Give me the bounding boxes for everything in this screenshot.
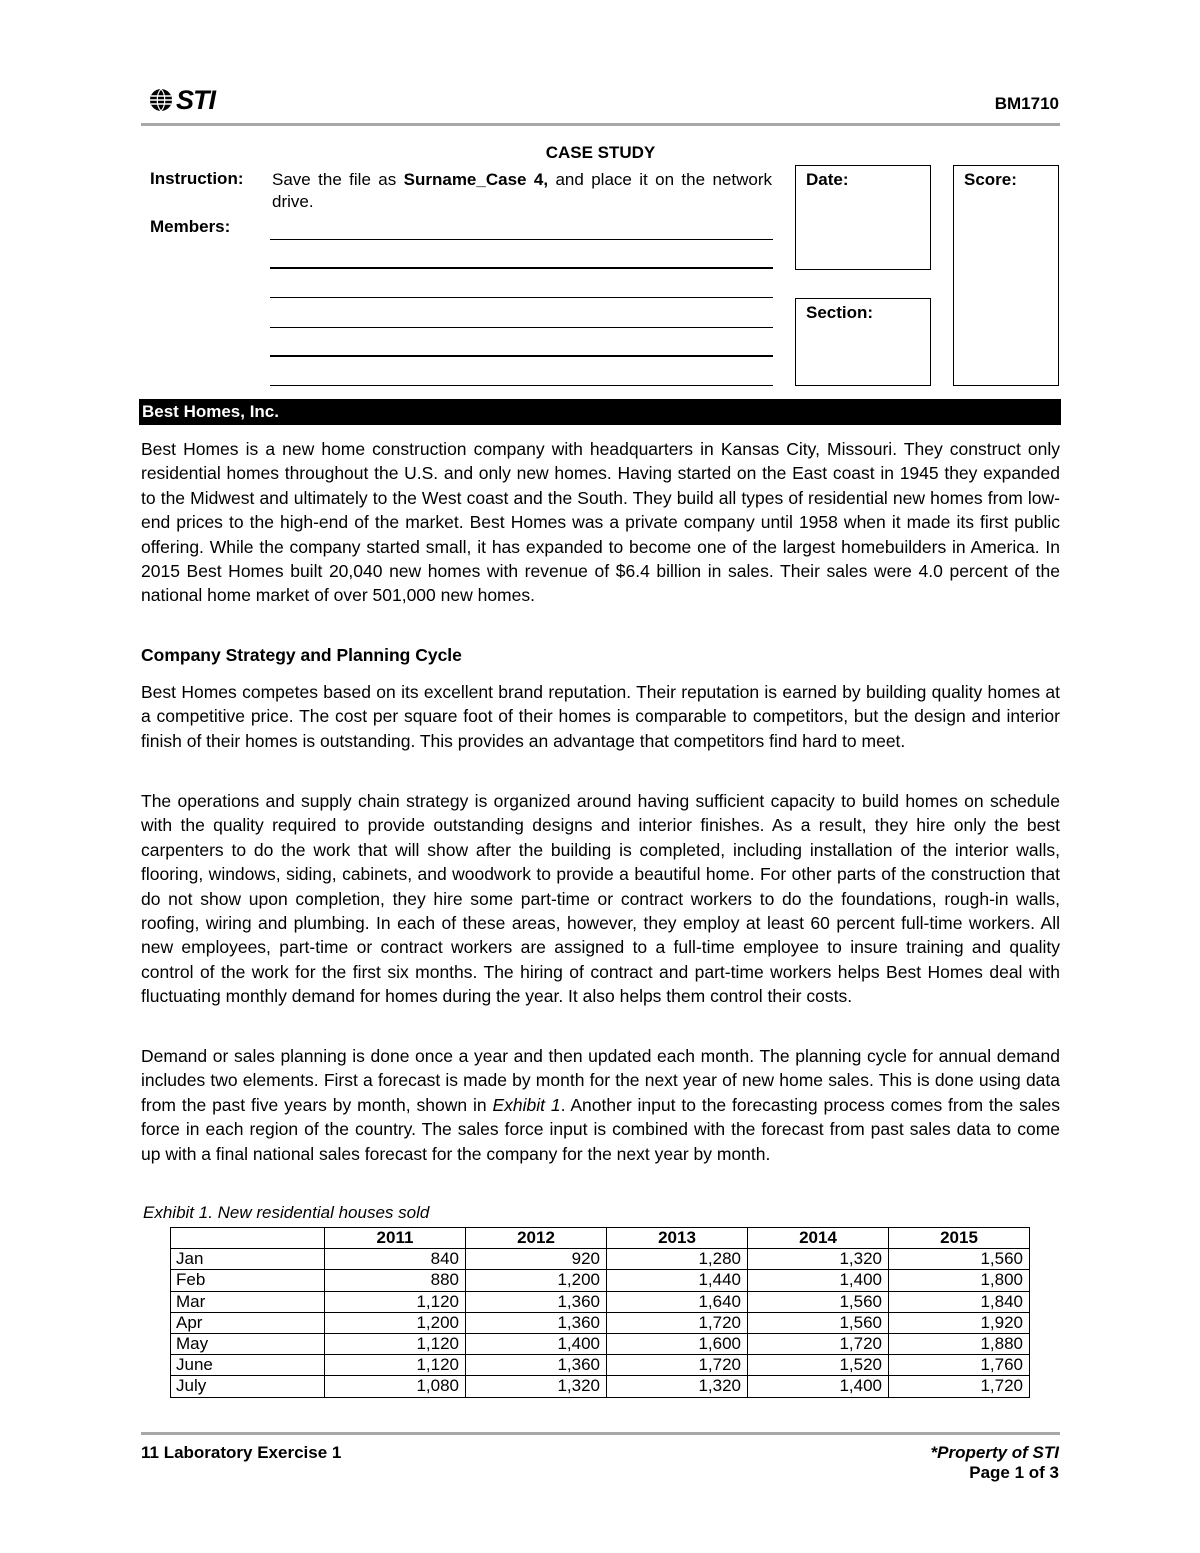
section-box[interactable]: [795, 298, 931, 386]
sti-logo: [148, 86, 215, 114]
table-row: [171, 1291, 1030, 1312]
date-label: Date:: [806, 170, 849, 189]
table-cell-month: Mar: [171, 1291, 325, 1312]
logo-text: STI: [176, 85, 216, 115]
paragraph-planning: [141, 1044, 1060, 1166]
table-header-row: [171, 1228, 1030, 1249]
table-cell: 1,400: [748, 1376, 889, 1397]
table-cell: 1,320: [607, 1376, 748, 1397]
table-cell: 1,200: [325, 1312, 466, 1333]
table-cell: 1,400: [748, 1270, 889, 1291]
table-cell: 1,760: [889, 1355, 1030, 1376]
column-header: 2013: [607, 1228, 748, 1249]
page-number: Page 1 of 3: [969, 1463, 1059, 1482]
table-cell: 1,360: [466, 1291, 607, 1312]
table-cell-month: Apr: [171, 1312, 325, 1333]
table-cell: 1,720: [607, 1312, 748, 1333]
column-header: 2011: [325, 1228, 466, 1249]
table-cell: 1,920: [889, 1312, 1030, 1333]
table-cell: 1,360: [466, 1355, 607, 1376]
subheading-strategy: Company Strategy and Planning Cycle: [141, 645, 462, 665]
table-cell: 880: [325, 1270, 466, 1291]
table-cell: 1,200: [466, 1270, 607, 1291]
table-cell: 1,800: [889, 1270, 1030, 1291]
table-cell-month: May: [171, 1333, 325, 1354]
table-cell: 1,840: [889, 1291, 1030, 1312]
table-cell: 1,400: [466, 1333, 607, 1354]
table-row: [171, 1355, 1030, 1376]
table-cell: 1,280: [607, 1249, 748, 1270]
table-cell: 840: [325, 1249, 466, 1270]
member-line-3[interactable]: [270, 297, 773, 298]
table-row: [171, 1376, 1030, 1397]
table-cell: 920: [466, 1249, 607, 1270]
table-cell: 1,120: [325, 1355, 466, 1376]
member-line-5[interactable]: [270, 355, 773, 357]
table-row: [171, 1249, 1030, 1270]
table-cell: 1,320: [466, 1376, 607, 1397]
paragraph-operations: The operations and supply chain strategy is organized around having sufficient capacity to build homes on schedule with the quality required to provide outstanding designs and interior finishes. As a result, they hire only the best carpenters to do the work that will show after the building is completed, including installation of the interior walls, flooring, windows, siding, cabinets, and woodwork to provide a beautiful home. For other parts of the construction that do not show upon completion, they hire some part-time or contract workers to do the foundations, rough-in walls, roofing, wiring and plumbing. In each of these areas, however, they employ at least 60 percent full-time workers. All new employees, part-time or contract workers are assigned to a full-time employee to insure training and quality control of the work for the first six months. The hiring of contract and part-time workers helps Best Homes deal with fluctuating monthly demand for homes during the year. It also helps them control their costs.: [141, 791, 1060, 1007]
score-box[interactable]: [953, 165, 1059, 386]
instruction-filename: Surname_Case 4,: [403, 170, 549, 189]
property-notice: *Property of STI: [930, 1443, 1059, 1462]
member-line-4[interactable]: [270, 327, 773, 328]
instruction-text-pre: Save the file as: [272, 170, 404, 189]
table-cell: 1,080: [325, 1376, 466, 1397]
document-code: BM1710: [994, 94, 1059, 113]
table-cell-month: Jan: [171, 1249, 325, 1270]
case-study-title: CASE STUDY: [545, 143, 656, 162]
date-box[interactable]: [795, 165, 931, 270]
column-header: 2015: [889, 1228, 1030, 1249]
column-header: 2012: [466, 1228, 607, 1249]
table-cell: 1,120: [325, 1333, 466, 1354]
section-label: Section:: [806, 303, 874, 322]
table-cell: 1,720: [607, 1355, 748, 1376]
column-header: [171, 1228, 325, 1249]
exhibit-table: [170, 1227, 1030, 1398]
instruction-text: [272, 169, 772, 213]
table-cell: 1,880: [889, 1333, 1030, 1354]
table-cell: 1,360: [466, 1312, 607, 1333]
table-row: [171, 1333, 1030, 1354]
members-label: Members:: [150, 217, 231, 236]
header-divider: [141, 123, 1060, 126]
score-label: Score:: [964, 170, 1017, 189]
table-cell: 1,560: [748, 1312, 889, 1333]
table-cell: 1,120: [325, 1291, 466, 1312]
footer-exercise-label: 11 Laboratory Exercise 1: [141, 1443, 342, 1462]
member-line-2[interactable]: [270, 267, 773, 269]
exhibit-caption: Exhibit 1. New residential houses sold: [143, 1203, 430, 1222]
instruction-label: Instruction:: [150, 169, 244, 188]
table-cell-month: June: [171, 1355, 325, 1376]
paragraph-strategy: Best Homes competes based on its excellent brand reputation. Their reputation is earned by building quality homes at a competitive price. The cost per square foot of their homes is comparable to competitors, but the design and interior finish of their homes is outstanding. This provides an advantage that competitors find hard to meet.: [141, 682, 1060, 751]
table-cell: 1,720: [889, 1376, 1030, 1397]
table-cell: 1,520: [748, 1355, 889, 1376]
sti-globe-icon: [148, 87, 174, 113]
instruction-text-post: and place it on the network drive.: [272, 170, 772, 211]
table-row: [171, 1270, 1030, 1291]
footer-divider: [141, 1432, 1060, 1435]
section-title-bar: Best Homes, Inc.: [139, 399, 1061, 425]
paragraph-planning-post: . Another input to the forecasting process comes from the sales force in each region of the country. The sales force input is combined with the forecast from past sales data to come up with a final national sales forecast for the company for the next year by month.: [141, 1094, 1060, 1164]
member-line-1[interactable]: [270, 239, 773, 240]
table-cell: 1,720: [748, 1333, 889, 1354]
column-header: 2014: [748, 1228, 889, 1249]
table-cell: 1,440: [607, 1270, 748, 1291]
table-cell-month: Feb: [171, 1270, 325, 1291]
table-cell: 1,640: [607, 1291, 748, 1312]
footer-right: [931, 1443, 1059, 1483]
table-cell: 1,560: [748, 1291, 889, 1312]
table-cell-month: July: [171, 1376, 325, 1397]
paragraph-planning-pre: Demand or sales planning is done once a year and then updated each month. The planning cycle for annual demand includes two elements. First a forecast is made by month for the next year of new home sales. This is done using data from the past five years by month, shown in: [141, 1046, 1060, 1115]
paragraph-intro: Best Homes is a new home construction company with headquarters in Kansas City, Missouri. They construct only residential homes throughout the U.S. and only new homes. Having started on the East coast in 1945 they expanded to the Midwest and ultimately to the West coast and the South. They build all types of residential new homes from low-end prices to the high-end of the market. Best Homes was a private company until 1958 when it made its first public offering. While the company started small, it has expanded to become one of the largest homebuilders in America. In 2015 Best Homes built 20,040 new homes with revenue of $6.4 billion in sales. Their sales were 4.0 percent of the national home market of over 501,000 new homes.: [141, 439, 1060, 606]
exhibit-reference: Exhibit 1: [492, 1094, 561, 1115]
member-line-6[interactable]: [270, 385, 773, 386]
table-cell: 1,320: [748, 1249, 889, 1270]
table-row: [171, 1312, 1030, 1333]
table-cell: 1,600: [607, 1333, 748, 1354]
table-cell: 1,560: [889, 1249, 1030, 1270]
